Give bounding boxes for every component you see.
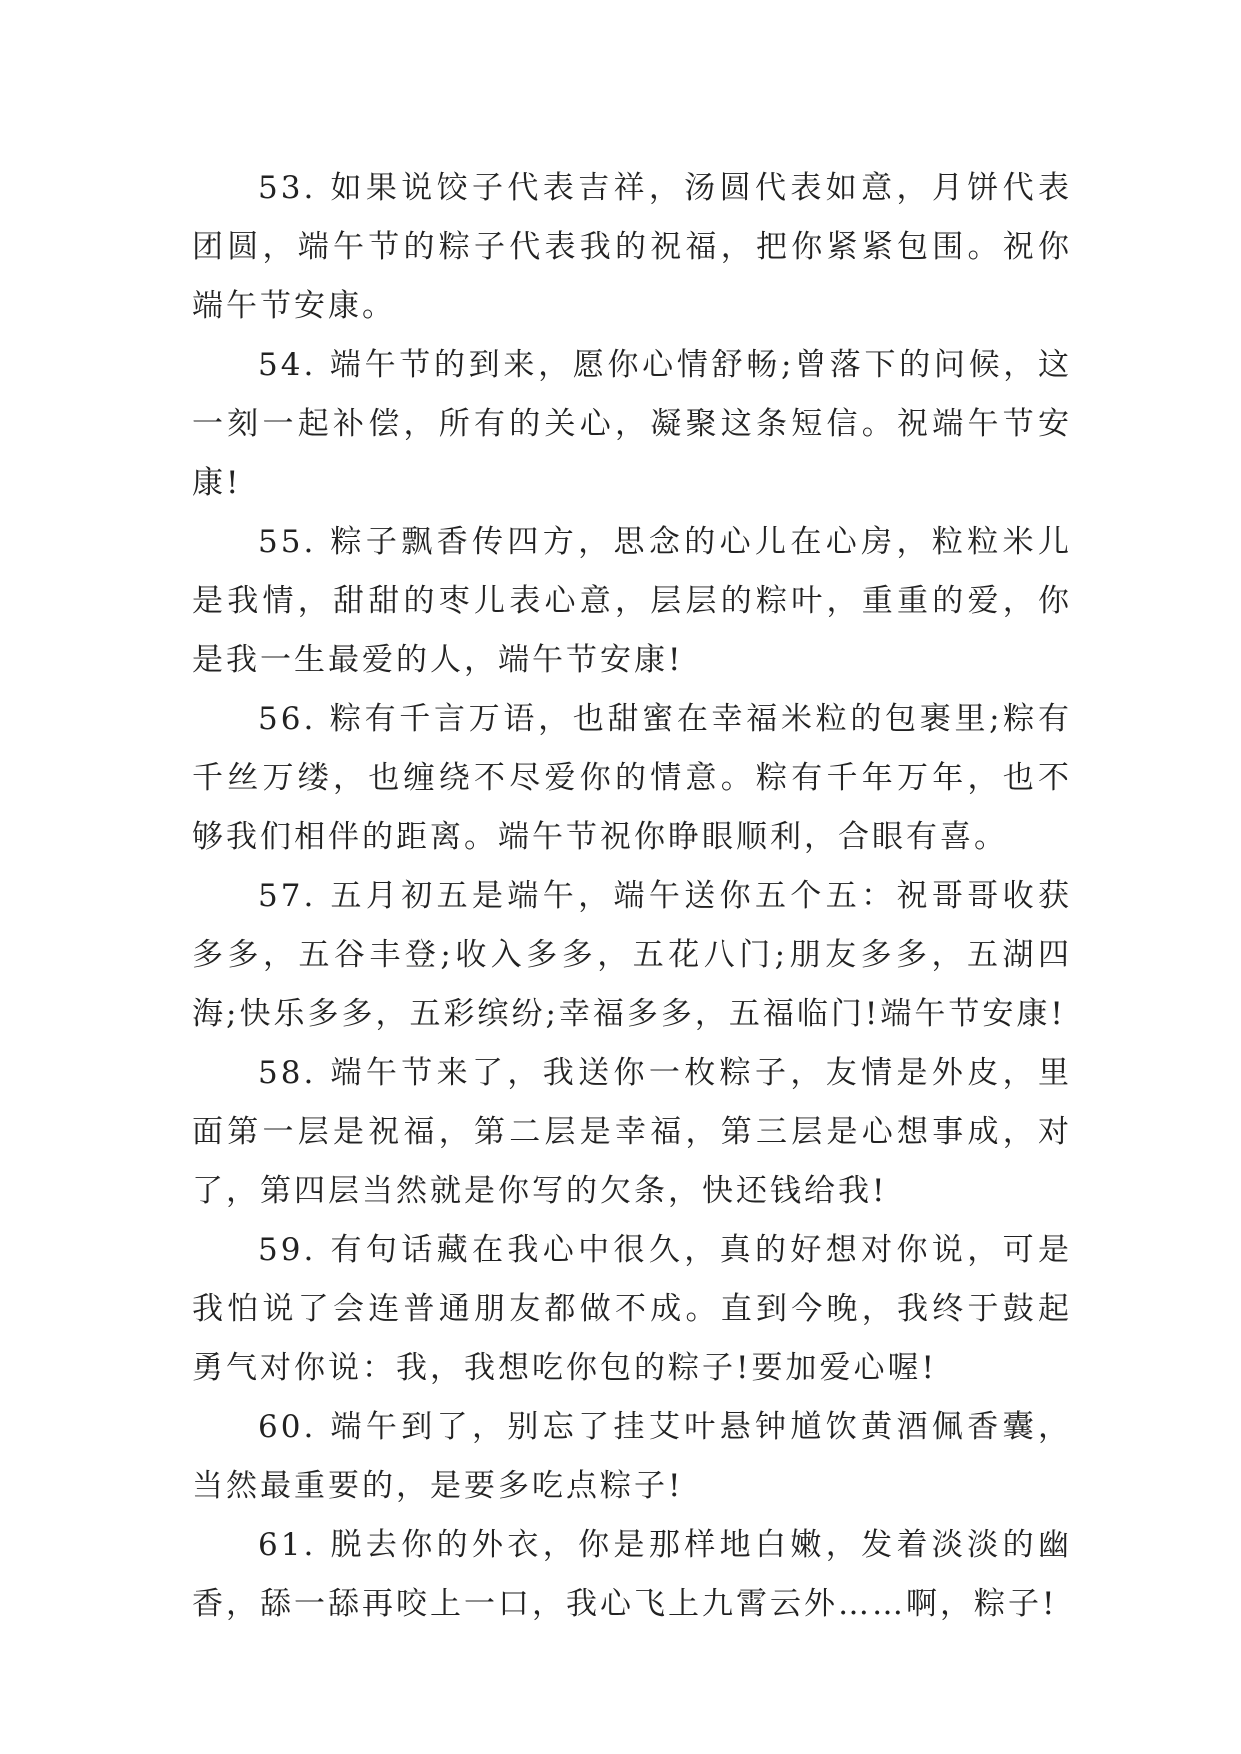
paragraph-number: 61. [258,1527,317,1563]
paragraph-60 [192,1398,1072,1516]
paragraph-55 [192,513,1072,690]
paragraph-53 [192,159,1072,336]
paragraph-58 [192,1044,1072,1221]
paragraph-text: 端午节的到来，愿你心情舒畅;曾落下的问候，这一刻一起补偿，所有的关心，凝聚这条短信。祝端午节安康! [192,347,1072,501]
paragraph-54 [192,336,1072,513]
paragraph-57 [192,867,1072,1044]
paragraph-number: 57. [258,878,317,914]
document-body [192,159,1072,1634]
paragraph-text: 端午到了，别忘了挂艾叶悬钟馗饮黄酒佩香囊，当然最重要的，是要多吃点粽子! [192,1409,1072,1504]
paragraph-number: 59. [258,1232,317,1268]
paragraph-number: 55. [258,524,317,560]
paragraph-text: 五月初五是端午，端午送你五个五：祝哥哥收获多多，五谷丰登;收入多多，五花八门;朋友多多，五湖四海;快乐多多，五彩缤纷;幸福多多，五福临门!端午节安康! [192,878,1072,1032]
paragraph-number: 58. [258,1055,317,1091]
paragraph-text: 粽子飘香传四方，思念的心儿在心房，粒粒米儿是我情，甜甜的枣儿表心意，层层的粽叶，重重的爱，你是我一生最爱的人，端午节安康! [192,524,1072,678]
paragraph-59 [192,1221,1072,1398]
paragraph-text: 如果说饺子代表吉祥，汤圆代表如意，月饼代表团圆，端午节的粽子代表我的祝福，把你紧紧包围。祝你端午节安康。 [192,170,1072,324]
paragraph-number: 54. [258,347,317,383]
paragraph-text: 粽有千言万语，也甜蜜在幸福米粒的包裹里;粽有千丝万缕，也缠绕不尽爱你的情意。粽有千年万年，也不够我们相伴的距离。端午节祝你睁眼顺利，合眼有喜。 [192,701,1072,855]
paragraph-number: 53. [258,170,317,206]
paragraph-61 [192,1516,1072,1634]
paragraph-number: 60. [258,1409,317,1445]
paragraph-number: 56. [258,701,317,737]
paragraph-text: 端午节来了，我送你一枚粽子，友情是外皮，里面第一层是祝福，第二层是幸福，第三层是心想事成，对了，第四层当然就是你写的欠条，快还钱给我! [192,1055,1072,1209]
paragraph-text: 脱去你的外衣，你是那样地白嫩，发着淡淡的幽香，舔一舔再咬上一口，我心飞上九霄云外……啊，粽子! [192,1527,1072,1622]
paragraph-text: 有句话藏在我心中很久，真的好想对你说，可是我怕说了会连普通朋友都做不成。直到今晚，我终于鼓起勇气对你说：我，我想吃你包的粽子!要加爱心喔! [192,1232,1072,1386]
paragraph-56 [192,690,1072,867]
